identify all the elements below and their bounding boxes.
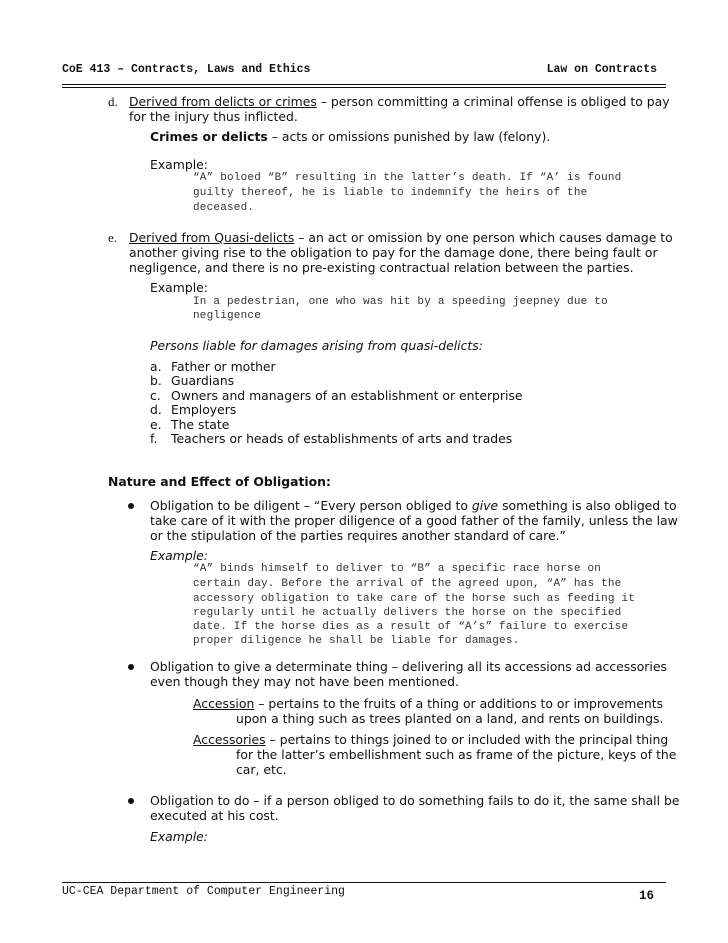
item-d-title: Derived from delicts or crimes <box>129 94 317 109</box>
accessories-term: Accessories <box>193 732 266 747</box>
give-line2: even though they may not have been mentioned. <box>150 674 459 689</box>
diligent-line2: take care of it with the proper diligence of a good father of the family, unless the law <box>150 513 678 528</box>
header-rule <box>62 84 666 88</box>
liable-heading: Persons liable for damages arising from quasi-delicts: <box>150 338 483 353</box>
header-right: Law on Contracts <box>546 63 657 76</box>
diligent-example-line: accessory obligation to take care of the horse such as feeding it <box>193 593 636 605</box>
crimes-text: – acts or omissions punished by law (felony). <box>267 129 551 144</box>
item-e-example-line: negligence <box>193 310 262 322</box>
item-e-line1-text: – an act or omission by one person which causes damage to <box>294 230 673 245</box>
item-d-line1 <box>129 94 670 109</box>
accessories-line1 <box>193 732 668 747</box>
bullet-icon <box>128 503 134 509</box>
liable-item: The state <box>171 417 230 432</box>
liable-item: Owners and managers of an establishment or enterprise <box>171 388 523 403</box>
diligent-example-line: certain day. Before the arrival of the agreed upon, “A” has the <box>193 578 622 590</box>
diligent-l1a: Obligation to be diligent – “Every person obliged to <box>150 498 472 513</box>
liable-letter: b. <box>150 373 162 388</box>
liable-item: Guardians <box>171 373 235 388</box>
diligent-line1 <box>150 498 677 513</box>
item-e-line1 <box>129 230 673 245</box>
liable-item: Employers <box>171 402 237 417</box>
diligent-l1c: something is also obliged to <box>498 498 677 513</box>
liable-letter: e. <box>150 417 162 432</box>
item-d-example-line: “A” boloed “B” resulting in the latter’s death. If “A’ is found <box>193 172 622 184</box>
accessories-line2: for the latter’s embellishment such as frame of the picture, keys of the <box>236 747 677 762</box>
footer-left: UC-CEA Department of Computer Engineering <box>62 885 345 898</box>
diligent-example-line: “A” binds himself to deliver to “B” a specific race horse on <box>193 563 602 575</box>
accession-term: Accession <box>193 696 255 711</box>
do-example-label: Example: <box>150 829 208 844</box>
diligent-line3: or the stipulation of the parties requires another standard of care.” <box>150 528 566 543</box>
diligent-example-line: proper diligence he shall be liable for damages. <box>193 635 520 647</box>
diligent-example-line: date. If the horse dies as a result of “A’s” failure to exercise <box>193 621 629 633</box>
item-d-line2: for the injury thus inflicted. <box>129 109 298 124</box>
accession-line1 <box>193 696 663 711</box>
bullet-icon <box>128 664 134 670</box>
item-d-example-line: guilty thereof, he is liable to indemnify the heirs of the <box>193 187 588 199</box>
item-e-line2: another giving rise to the obligation to pay for the damage done, there being fault or <box>129 245 658 260</box>
accession-line2: upon a thing such as trees planted on a land, and rents on buildings. <box>236 711 664 726</box>
item-e-example-line: In a pedestrian, one who was hit by a speeding jeepney due to <box>193 296 608 308</box>
item-e-title: Derived from Quasi-delicts <box>129 230 295 245</box>
give-line1: Obligation to give a determinate thing – delivering all its accessions ad accessories <box>150 659 667 674</box>
do-line2: executed at his cost. <box>150 808 279 823</box>
item-e-line3: negligence, and there is no pre-existing contractual relation between the parties. <box>129 260 634 275</box>
item-d-example-line: deceased. <box>193 202 255 214</box>
diligent-example-label: Example: <box>150 548 208 563</box>
accessories-text: – pertains to things joined to or included with the principal thing <box>265 732 669 747</box>
header-left: CoE 413 – Contracts, Laws and Ethics <box>62 63 311 76</box>
liable-item: Teachers or heads of establishments of arts and trades <box>171 431 513 446</box>
do-line1: Obligation to do – if a person obliged to do something fails to do it, the same shall be <box>150 793 680 808</box>
diligent-example-line: regularly until he actually delivers the horse on the specified <box>193 607 622 619</box>
item-d-example-label: Example: <box>150 157 208 172</box>
nature-heading: Nature and Effect of Obligation: <box>108 474 331 489</box>
accessories-line3: car, etc. <box>236 762 287 777</box>
accession-text: – pertains to the fruits of a thing or additions to or improvements <box>254 696 664 711</box>
crimes-definition <box>150 129 550 144</box>
liable-letter: c. <box>150 388 161 403</box>
liable-letter: f. <box>150 431 158 446</box>
item-d-line1-text: – person committing a criminal offense is obliged to pay <box>316 94 670 109</box>
liable-letter: d. <box>150 402 162 417</box>
liable-item: Father or mother <box>171 359 276 374</box>
item-d-letter: d. <box>108 94 118 109</box>
bullet-icon <box>128 798 134 804</box>
diligent-give: give <box>471 498 499 513</box>
crimes-term: Crimes or delicts <box>150 129 268 144</box>
page-number: 16 <box>638 889 654 903</box>
liable-letter: a. <box>150 359 162 374</box>
item-e-letter: e. <box>108 230 118 245</box>
footer-rule <box>62 882 666 883</box>
item-e-example-label: Example: <box>150 280 208 295</box>
